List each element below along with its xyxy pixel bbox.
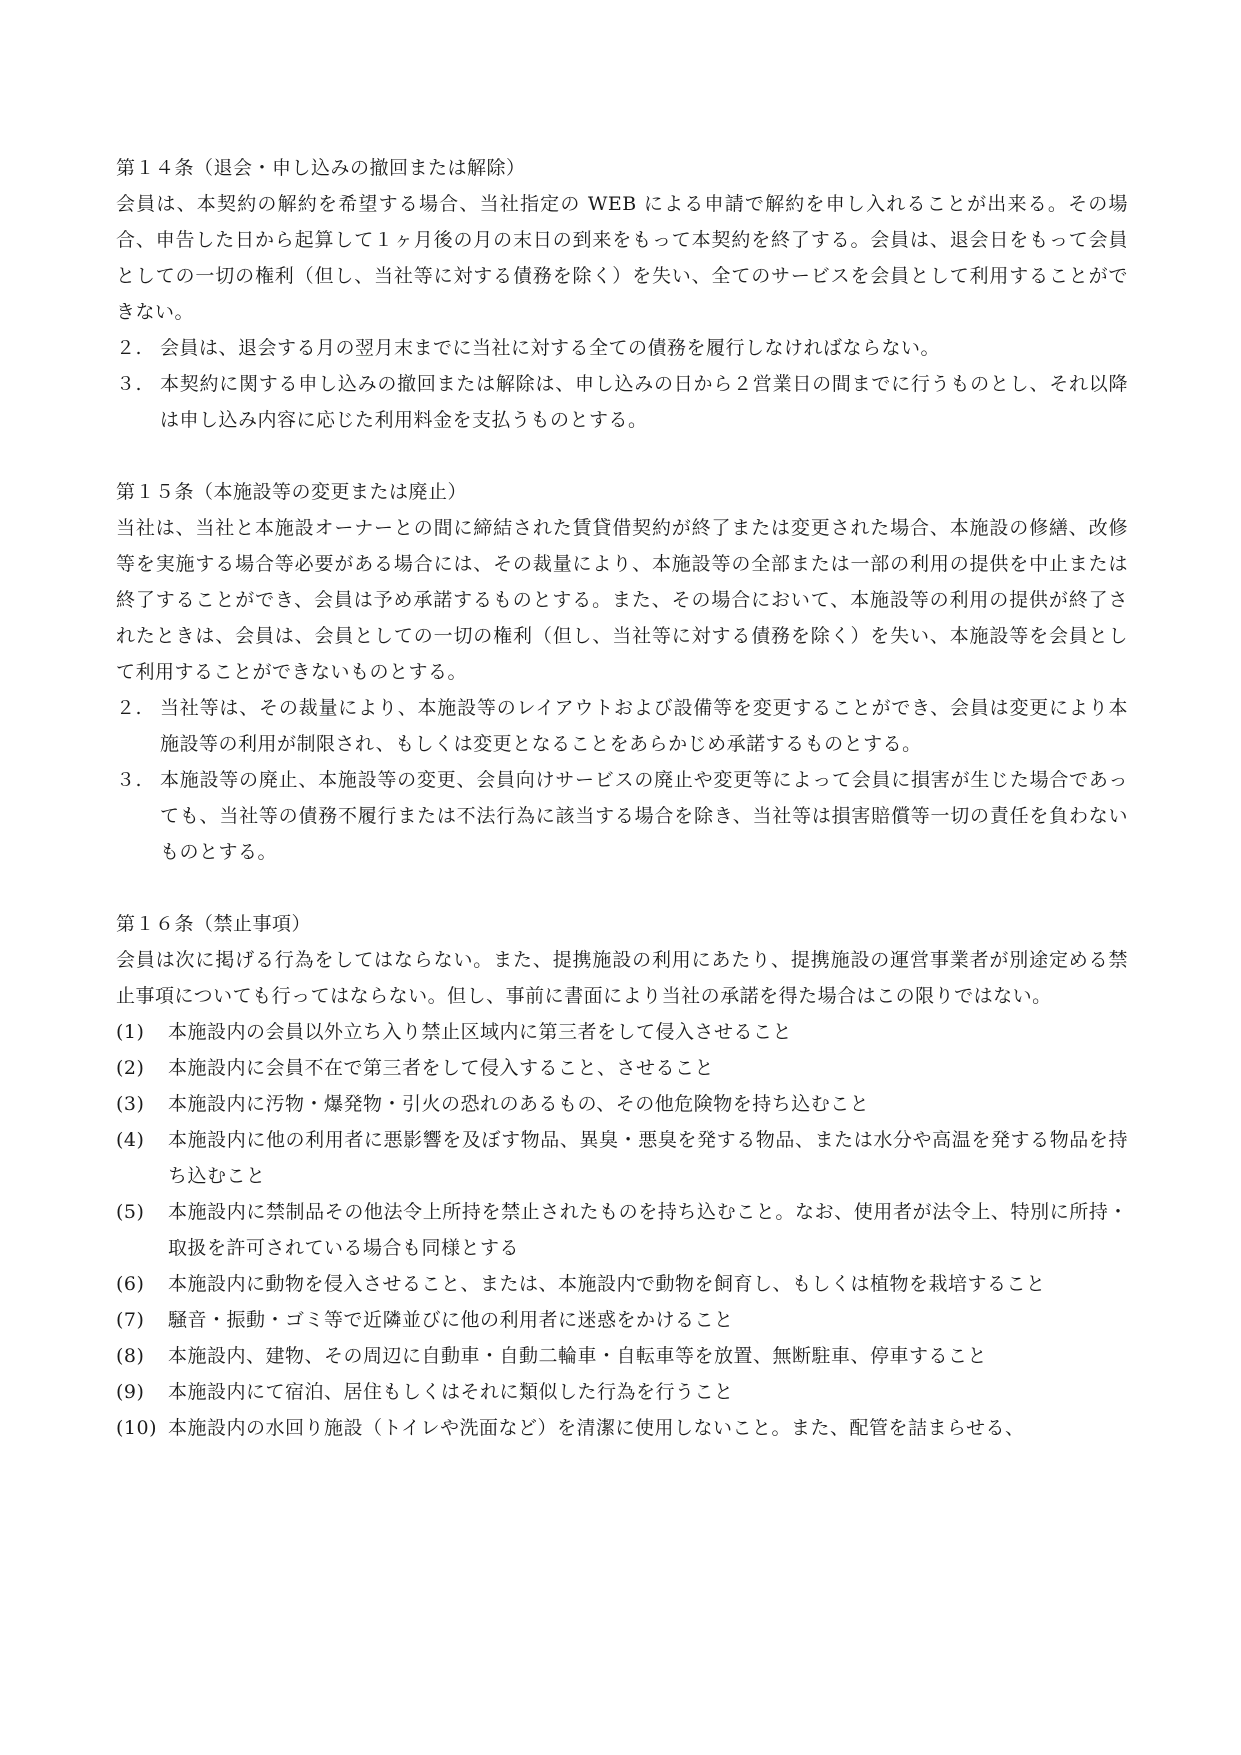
item-text: 騒音・振動・ゴミ等で近隣並びに他の利用者に迷惑をかけること — [168, 1309, 734, 1331]
item-text: 本施設内に汚物・爆発物・引火の恐れのあるもの、その他危険物を持ち込むこと — [168, 1093, 870, 1115]
article-body: 当社は、当社と本施設オーナーとの間に締結された賃貸借契約が終了または変更された場合、本施設の修繕、改修等を実施する場合等必要がある場合には、その裁量により、本施設等の全部または一部の利用の提供を中止または終了することができ、会員は予め承諾するものとする。また、その場合において、本施設等の利用の提供が終了されたときは、会員は、会員としての一切の権利（但し、当社等に対する債務を除く）を失い、本施設等を会員として利用することができないものとする。 — [116, 517, 1128, 683]
item-number: (8) — [116, 1345, 145, 1367]
item-text: 本施設内に他の利用者に悪影響を及ぼす物品、異臭・悪臭を発する物品、または水分や高温を発する物品を持ち込むこと — [168, 1129, 1128, 1187]
item-text: 本施設等の廃止、本施設等の変更、会員向けサービスの廃止や変更等によって会員に損害が生じた場合であっても、当社等の債務不履行または不法行為に該当する場合を除き、当社等は損害賠償等一切の責任を負わないものとする。 — [160, 769, 1128, 863]
item-number: (10) — [116, 1417, 158, 1439]
list-item — [116, 1086, 1128, 1122]
item-number: (1) — [116, 1021, 145, 1043]
item-text: 本施設内に会員不在で第三者をして侵入すること、させること — [168, 1057, 715, 1079]
article-heading: 第１４条（退会・申し込みの撤回または解除） — [116, 157, 526, 179]
document-page — [116, 150, 1128, 1482]
article-15 — [116, 474, 1128, 870]
list-item — [116, 330, 1128, 366]
list-item — [116, 1302, 1128, 1338]
item-number: ３. — [116, 769, 143, 791]
item-number: ２. — [116, 697, 143, 719]
list-item — [116, 1122, 1128, 1194]
article-14 — [116, 150, 1128, 438]
item-number: (6) — [116, 1273, 145, 1295]
item-text: 本施設内の会員以外立ち入り禁止区域内に第三者をして侵入させること — [168, 1021, 793, 1043]
item-text: 本施設内に禁制品その他法令上所持を禁止されたものを持ち込むこと。なお、使用者が法令上、特別に所持・取扱を許可されている場合も同様とする — [168, 1201, 1128, 1259]
list-item — [116, 1194, 1128, 1266]
list-item — [116, 1050, 1128, 1086]
item-number: ３. — [116, 373, 143, 395]
article-body: 会員は、本契約の解約を希望する場合、当社指定の WEB による申請で解約を申し入れることが出来る。その場合、申告した日から起算して１ヶ月後の月の末日の到来をもって本契約を終了する。会員は、退会日をもって会員としての一切の権利（但し、当社等に対する債務を除く）を失い、全てのサービスを会員として利用することができない。 — [116, 193, 1128, 323]
item-text: 本施設内に動物を侵入させること、または、本施設内で動物を飼育し、もしくは植物を栽培すること — [168, 1273, 1046, 1295]
item-text: 本施設内、建物、その周辺に自動車・自動二輪車・自転車等を放置、無断駐車、停車すること — [168, 1345, 988, 1367]
item-text: 会員は、退会する月の翌月末までに当社に対する全ての債務を履行しなければならない。 — [160, 337, 941, 359]
list-item — [116, 366, 1128, 438]
list-item — [116, 1338, 1128, 1374]
item-number: ２. — [116, 337, 143, 359]
item-number: (3) — [116, 1093, 145, 1115]
item-text: 本施設内にて宿泊、居住もしくはそれに類似した行為を行うこと — [168, 1381, 734, 1403]
item-text: 本契約に関する申し込みの撤回または解除は、申し込みの日から２営業日の間までに行うものとし、それ以降は申し込み内容に応じた利用料金を支払うものとする。 — [160, 373, 1128, 431]
article-heading: 第１５条（本施設等の変更または廃止） — [116, 481, 468, 503]
list-item — [116, 1374, 1128, 1410]
list-item — [116, 762, 1128, 870]
list-item — [116, 690, 1128, 762]
item-number: (5) — [116, 1201, 145, 1223]
item-text: 当社等は、その裁量により、本施設等のレイアウトおよび設備等を変更することができ、会員は変更により本施設等の利用が制限され、もしくは変更となることをあらかじめ承諾するものとする。 — [160, 697, 1128, 755]
item-number: (4) — [116, 1129, 145, 1151]
item-text: 本施設内の水回り施設（トイレや洗面など）を清潔に使用しないこと。また、配管を詰まらせる、 — [168, 1417, 1025, 1439]
list-item — [116, 1410, 1128, 1446]
list-item — [116, 1266, 1128, 1302]
article-16 — [116, 906, 1128, 1446]
list-item — [116, 1014, 1128, 1050]
item-number: (2) — [116, 1057, 145, 1079]
item-number: (7) — [116, 1309, 145, 1331]
article-heading: 第１６条（禁止事項） — [116, 913, 312, 935]
article-body: 会員は次に掲げる行為をしてはならない。また、提携施設の利用にあたり、提携施設の運営事業者が別途定める禁止事項についても行ってはならない。但し、事前に書面により当社の承諾を得た場合はこの限りではない。 — [116, 949, 1128, 1007]
item-number: (9) — [116, 1381, 145, 1403]
